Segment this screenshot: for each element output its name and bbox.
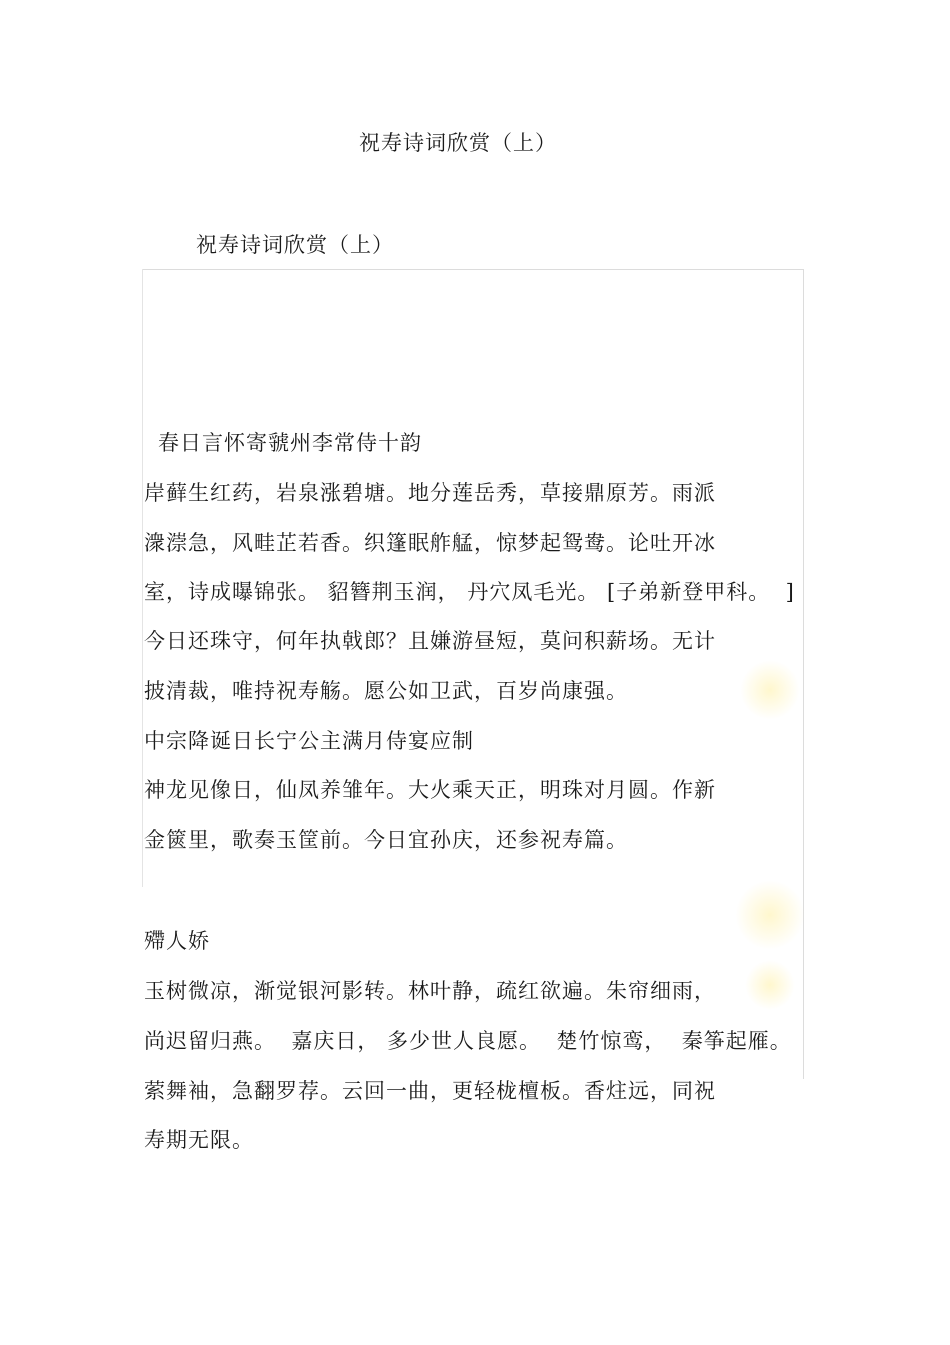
content-frame-right-border [803,269,804,1079]
poem-3-line: 玉树微凉，渐觉银河影转。林叶静，疏红欲遍。朱帘细雨， [144,979,716,1003]
poem-2-title: 中宗降诞日长宁公主满月侍宴应制 [144,729,474,753]
poem-1-line: 潨漴急，风畦芷若香。织篷眠舴艋，惊梦起鸳鸯。论吐开冰 [144,531,716,555]
poem-3-line: 萦舞袖，急翻罗荐。云回一曲，更轻栊檀板。香炷远，同祝 [144,1079,716,1103]
poem-2-line: 神龙见像日，仙凤养雏年。大火乘天正，明珠对月圆。作新 [144,778,716,802]
poem-1-line: 今日还珠守，何年执戟郎？且嫌游昼短，莫问积薪场。无计 [144,629,716,653]
poem-1-line: 岸藓生红药，岩泉涨碧塘。地分莲岳秀，草接鼎原芳。雨派 [144,481,716,505]
content-frame-left-border [142,269,143,887]
poem-1-title: 春日言怀寄虢州李常侍十韵 [158,431,422,455]
background-glow [740,660,800,720]
poem-1-line: 室，诗成曝锦张。 貂簪荆玉润， 丹穴凤毛光。 [子弟新登甲科。 ] [144,580,795,604]
poem-3-line: 尚迟留归燕。 嘉庆日， 多少世人良愿。 楚竹惊鸾， 秦筝起雁。 [144,1029,792,1053]
document-subtitle: 祝寿诗词欣赏（上） [196,233,394,257]
poem-2-line: 金篋里，歌奏玉筐前。今日宜孙庆，还参祝寿篇。 [144,828,628,852]
background-glow [745,960,795,1010]
background-glow [735,880,805,950]
document-title: 祝寿诗词欣赏（上） [359,131,557,155]
poem-1-line: 披清裁，唯持祝寿觞。愿公如卫武，百岁尚康强。 [144,679,628,703]
poem-3-line: 寿期无限。 [144,1128,254,1152]
poem-3-title: 殢人娇 [144,929,210,953]
content-frame-top-border [142,269,804,270]
